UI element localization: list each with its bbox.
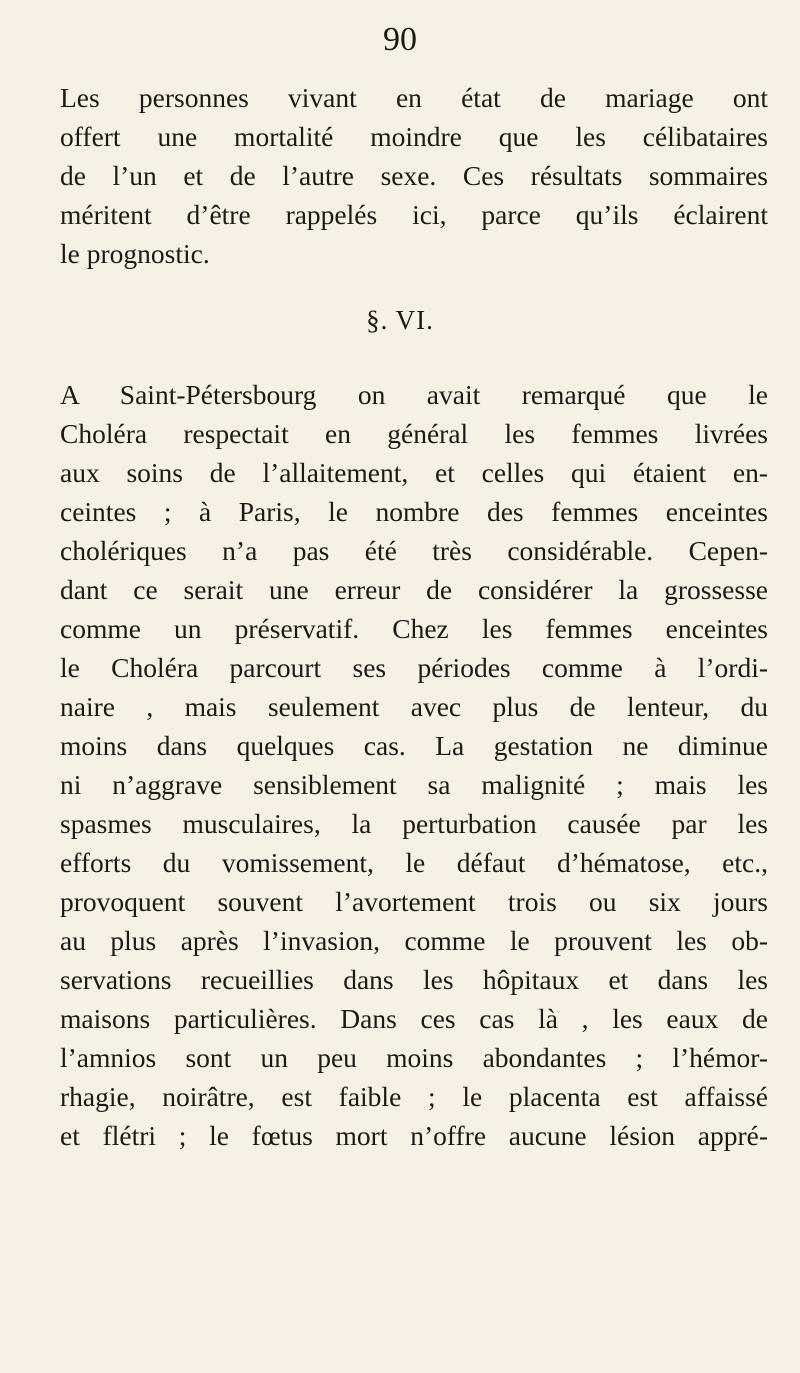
text-line: Les personnes vivant en état de mariage ont (60, 82, 768, 113)
text-line: rhagie, noirâtre, est faible ; le placenta est affaissé (60, 1081, 768, 1112)
text-line: comme un préservatif. Chez les femmes enceintes (60, 613, 768, 644)
text-line: naire , mais seulement avec plus de lenteur, du (60, 691, 768, 722)
text-line: ceintes ; à Paris, le nombre des femmes enceintes (60, 496, 768, 527)
text-line: Choléra respectait en général les femmes livrées (60, 418, 768, 449)
text-line: dant ce serait une erreur de considérer la grossesse (60, 574, 768, 605)
text-line: et flétri ; le fœtus mort n’offre aucune lésion appré- (60, 1120, 768, 1151)
text-line: servations recueillies dans les hôpitaux et dans les (60, 964, 768, 995)
section-heading: §. VI. (366, 305, 434, 335)
text-line: offert une mortalité moindre que les célibataires (60, 121, 768, 152)
text-line: méritent d’être rappelés ici, parce qu’ils éclairent (60, 199, 768, 230)
text-line: le Choléra parcourt ses périodes comme à l’ordi- (60, 652, 768, 683)
text-line: de l’un et de l’autre sexe. Ces résultats sommaires (60, 160, 768, 191)
text-line: au plus après l’invasion, comme le prouvent les ob- (60, 925, 768, 956)
paragraph-pregnancy-cholera (60, 375, 768, 1155)
text-line: le prognostic. (60, 238, 210, 269)
text-line: efforts du vomissement, le défaut d’hématose, etc., (60, 847, 768, 878)
text-line: moins dans quelques cas. La gestation ne diminue (60, 730, 768, 761)
text-line: A Saint-Pétersbourg on avait remarqué que le (60, 379, 768, 410)
paragraph-marital-mortality (60, 78, 768, 273)
page-number: 90 (383, 21, 417, 58)
text-line: aux soins de l’allaitement, et celles qui étaient en- (60, 457, 768, 488)
text-line: cholériques n’a pas été très considérable. Cepen- (60, 535, 768, 566)
text-line: l’amnios sont un peu moins abondantes ; l’hémor- (60, 1042, 768, 1073)
text-line: maisons particulières. Dans ces cas là , les eaux de (60, 1003, 768, 1034)
text-line: spasmes musculaires, la perturbation causée par les (60, 808, 768, 839)
text-line: ni n’aggrave sensiblement sa malignité ; mais les (60, 769, 768, 800)
text-line: provoquent souvent l’avortement trois ou six jours (60, 886, 768, 917)
